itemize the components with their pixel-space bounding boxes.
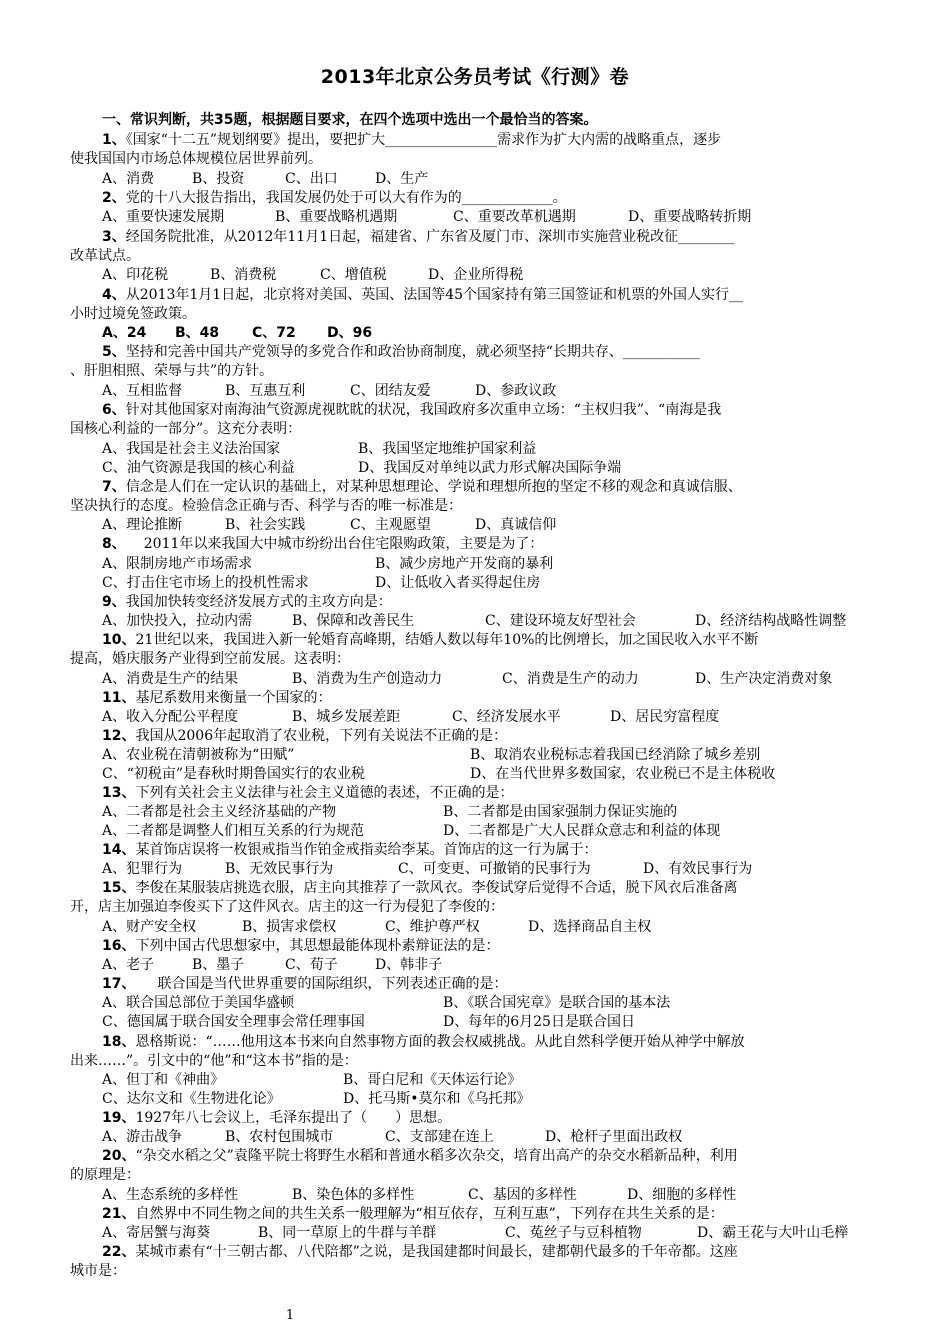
question-2 [102,189,567,208]
option: B、互惠互利 [225,383,306,399]
option: C、增值税 [320,267,387,283]
question-text: 我国加快转变经济发展方式的主攻方向是： [125,594,392,610]
question-text: 1927年八七会议上，毛泽东提出了（ ）思想。 [135,1110,452,1126]
question-text: “杂交水稻之父”袁隆平院士将野生水稻和普通水稻多次杂交，培育出高产的杂交水稻新品种，利用 [135,1148,738,1164]
option: D、真诚信仰 [475,517,557,533]
question-number: 11、 [102,690,136,706]
option: C、菟丝子与豆科植物 [505,1225,642,1241]
question-text: 信念是人们在一定认识的基础上，对某种思想理论、学说和理想所抱的坚定不移的观念和真诚信服、 [125,479,742,495]
option: A、二者都是社会主义经济基础的产物 [102,804,337,820]
question-number: 7、 [102,479,126,495]
option: A、寄居蟹与海葵 [102,1225,211,1241]
question-number: 1、 [102,132,126,148]
option: B、同一草原上的牛群与羊群 [258,1225,437,1241]
question-text: 某首饰店误将一枚银戒指当作铂金戒指卖给李某。首饰店的这一行为属于： [135,842,598,858]
option: A、消费 [102,171,155,187]
question-15 [102,879,737,898]
question-text: 自然界中不同生物之间的共生关系一般理解为“相互依存，互利互惠”，下列存在共生关系的是： [135,1206,724,1222]
question-number: 19、 [102,1110,136,1126]
question-text: 恩格斯说：“……他用这本书来向自然事物方面的教会权威挑战。从此自然科学便开始从神学中解放 [135,1034,745,1050]
option: D、二者都是广大人民群众意志和利益的体现 [443,823,721,839]
option: A、犯罪行为 [102,861,183,877]
question-text: 从2013年1月1日起，北京将对美国、英国、法国等45个国家持有第三国签证和机票的外国人实行__ [125,287,744,303]
question-22 [102,1243,738,1262]
question-7-cont: 坚决执行的态度。检验信念正确与否、科学与否的唯一标准是： [70,498,462,514]
option: B、无效民事行为 [225,861,334,877]
option: D、居民穷富程度 [610,709,720,725]
option: B、社会实践 [225,517,306,533]
question-18-cont: 出来……”。引文中的“他”和“这本书”指的是： [70,1053,358,1069]
option: A、老子 [102,957,155,973]
option: C、支部建在连上 [385,1129,494,1145]
option: B、《联合国宪章》是联合国的基本法 [443,995,671,1011]
question-number: 15、 [102,880,136,896]
question-text: 我国从2006年起取消了农业税，下列有关说法不正确的是： [135,728,508,744]
option: C、主观愿望 [350,517,431,533]
option: C、达尔文和《生物进化论》 [102,1091,281,1107]
question-15-cont: 开，店主加强迫李俊买下了这件风衣。店主的这一行为侵犯了李俊的： [70,899,504,915]
option: A、重要快速发展期 [102,209,225,225]
option: A、我国是社会主义法治国家 [102,441,281,457]
question-text: 针对其他国家对南海油气资源虎视眈眈的状况，我国政府多次重申立场：“主权归我”、“南海是我 [125,402,722,418]
option: D、参政议政 [475,383,557,399]
option: C、“初税亩”是春秋时期鲁国实行的农业税 [102,766,366,782]
option: A、游击战争 [102,1129,183,1145]
question-16 [102,937,499,956]
option: C、打击住宅市场上的投机性需求 [102,575,309,591]
option: C、建设环境友好型社会 [485,613,636,629]
option: D、有效民事行为 [643,861,753,877]
option: A、24 [102,325,147,341]
option: B、保障和改善民生 [292,613,415,629]
question-text: 联合国是当代世界重要的国际组织，下列表述正确的是： [157,976,508,992]
question-18 [102,1033,745,1052]
option: D、我国反对单纯以武力形式解决国际争端 [358,460,622,476]
option: B、减少房地产开发商的暴利 [375,556,554,572]
option: A、消费是生产的结果 [102,671,239,687]
question-20 [102,1147,738,1166]
option: D、托马斯•莫尔和《乌托邦》 [343,1091,531,1107]
option: B、我国坚定地维护国家利益 [358,441,537,457]
question-20-cont: 的原理是： [70,1167,140,1183]
question-13 [102,784,513,803]
question-number: 18、 [102,1034,136,1050]
document-title: 2013年北京公务员考试《行测》卷 [320,66,630,88]
question-6 [102,401,721,420]
question-text: 下列有关社会主义法律与社会主义道德的表述，不正确的是： [135,785,514,801]
option: B、消费为生产创造动力 [292,671,443,687]
question-12 [102,727,507,746]
question-10 [102,631,758,650]
option: C、重要改革机遇期 [453,209,576,225]
question-number: 22、 [102,1244,136,1260]
option: C、经济发展水平 [452,709,561,725]
question-number: 16、 [102,938,136,954]
option: C、消费是生产的动力 [502,671,639,687]
question-1 [102,131,721,150]
option: D、在当代世界多数国家，农业税已不是主体税收 [470,766,776,782]
question-5-cont: 、肝胆相照、荣辱与共”的方针。 [70,363,274,379]
question-text: 坚持和完善中国共产党领导的多党合作和政治协商制度，就必须坚持“长期共存、___________ [125,344,700,360]
option: C、可变更、可撤销的民事行为 [398,861,591,877]
option: B、墨子 [192,957,245,973]
option: B、城乡发展差距 [292,709,401,725]
question-text: 李俊在某服装店挑选衣服，店主向其推荐了一款风衣。李俊试穿后觉得不合适，脱下风衣后准备离 [135,880,738,896]
question-text: 《国家“十二五”规划纲要》提出，要把扩大________________需求作为扩大内需的战略重点，逐步 [125,132,722,148]
question-number: 2、 [102,190,126,206]
option: A、农业税在清朝被称为“田赋” [102,747,295,763]
question-text: 经国务院批准，从2012年11月1日起，福建省、广东省及厦门市、深圳市实施营业税改征________ [125,229,735,245]
option: D、每年的6月25日是联合国日 [443,1014,635,1030]
option: B、重要战略机遇期 [275,209,398,225]
question-4 [102,286,743,305]
section-heading: 一、常识判断，共35题，根据题目要求，在四个选项中选出一个最恰当的答案。 [102,112,598,128]
option: D、细胞的多样性 [627,1187,737,1203]
option: D、选择商品自主权 [528,919,652,935]
option: B、取消农业税标志着我国已经消除了城乡差别 [470,747,761,763]
question-7 [102,478,742,497]
option: A、生态系统的多样性 [102,1187,239,1203]
question-21 [102,1205,724,1224]
option: C、出口 [285,171,338,187]
option: B、染色体的多样性 [292,1187,415,1203]
question-number: 6、 [102,402,126,418]
option: A、加快投入，拉动内需 [102,613,253,629]
option: C、团结友爱 [350,383,431,399]
option: D、经济结构战略性调整 [695,613,847,629]
question-text: 某城市素有“十三朝古都、八代陪都”之说，是我国建都时间最长，建都朝代最多的千年帝都。这座 [135,1244,738,1260]
option: A、限制房地产市场需求 [102,556,253,572]
question-text: 21世纪以来，我国进入新一轮婚育高峰期，结婚人数以每年10%的比例增长，加之国民收入水平不断 [135,632,759,648]
option: A、财产安全权 [102,919,197,935]
option: D、霸王花与大叶山毛榉 [697,1225,849,1241]
question-17 [102,975,507,994]
option: B、农村包围城市 [225,1129,334,1145]
question-22-cont: 城市是： [70,1263,126,1279]
question-text: 党的十八大报告指出，我国发展仍处于可以大有作为的_____________。 [125,190,567,206]
question-4-cont: 小时过境免签政策。 [70,306,196,322]
option: A、联合国总部位于美国华盛顿 [102,995,295,1011]
option: A、二者都是调整人们相互关系的行为规范 [102,823,365,839]
option: D、96 [327,325,373,341]
option: A、印花税 [102,267,169,283]
option: D、生产决定消费对象 [695,671,833,687]
question-6-cont: 国核心利益的一部分”。这充分表明： [70,421,302,437]
question-number: 4、 [102,287,126,303]
option: B、消费税 [210,267,277,283]
option: C、荀子 [285,957,338,973]
option: C、德国属于联合国安全理事会常任理事国 [102,1014,365,1030]
option: A、但丁和《神曲》 [102,1072,225,1088]
question-number: 17、 [102,976,136,992]
option: A、理论推断 [102,517,183,533]
page-number: 1 [285,1308,295,1323]
question-number: 3、 [102,229,126,245]
question-9 [102,593,392,612]
option: B、投资 [192,171,245,187]
question-number: 8、 [102,536,126,552]
question-number: 10、 [102,632,136,648]
question-number: 13、 [102,785,136,801]
option: A、收入分配公平程度 [102,709,239,725]
question-14 [102,841,597,860]
option: B、损害求偿权 [242,919,337,935]
option: C、72 [252,325,296,341]
question-number: 5、 [102,344,126,360]
option: C、基因的多样性 [468,1187,577,1203]
question-text: 下列中国古代思想家中，其思想最能体现朴素辩证法的是： [135,938,500,954]
option: D、枪杆子里面出政权 [545,1129,683,1145]
option: B、哥白尼和《天体运行论》 [343,1072,522,1088]
question-number: 9、 [102,594,126,610]
option: C、油气资源是我国的核心利益 [102,460,295,476]
question-10-cont: 提高，婚庆服务产业得到空前发展。这表明： [70,651,350,667]
question-3-cont: 改革试点。 [70,248,140,264]
option: D、韩非子 [375,957,443,973]
question-1-cont: 使我国国内市场总体规模位居世界前列。 [70,151,322,167]
question-3 [102,228,734,247]
question-number: 14、 [102,842,136,858]
question-text: 基尼系数用来衡量一个国家的： [135,690,332,706]
question-19 [102,1109,451,1128]
question-8 [102,535,543,554]
option: D、重要战略转折期 [628,209,752,225]
option: D、让低收入者买得起住房 [375,575,541,591]
question-number: 21、 [102,1206,136,1222]
option: C、维护尊严权 [385,919,480,935]
option: A、互相监督 [102,383,183,399]
question-11 [102,689,331,708]
question-5 [102,343,700,362]
option: B、48 [175,325,220,341]
question-text: 2011年以来我国大中城市纷纷出台住宅限购政策，主要是为了： [143,536,544,552]
option: B、二者都是由国家强制力保证实施的 [443,804,678,820]
option: D、生产 [375,171,429,187]
question-number: 12、 [102,728,136,744]
question-number: 20、 [102,1148,136,1164]
option: D、企业所得税 [428,267,524,283]
